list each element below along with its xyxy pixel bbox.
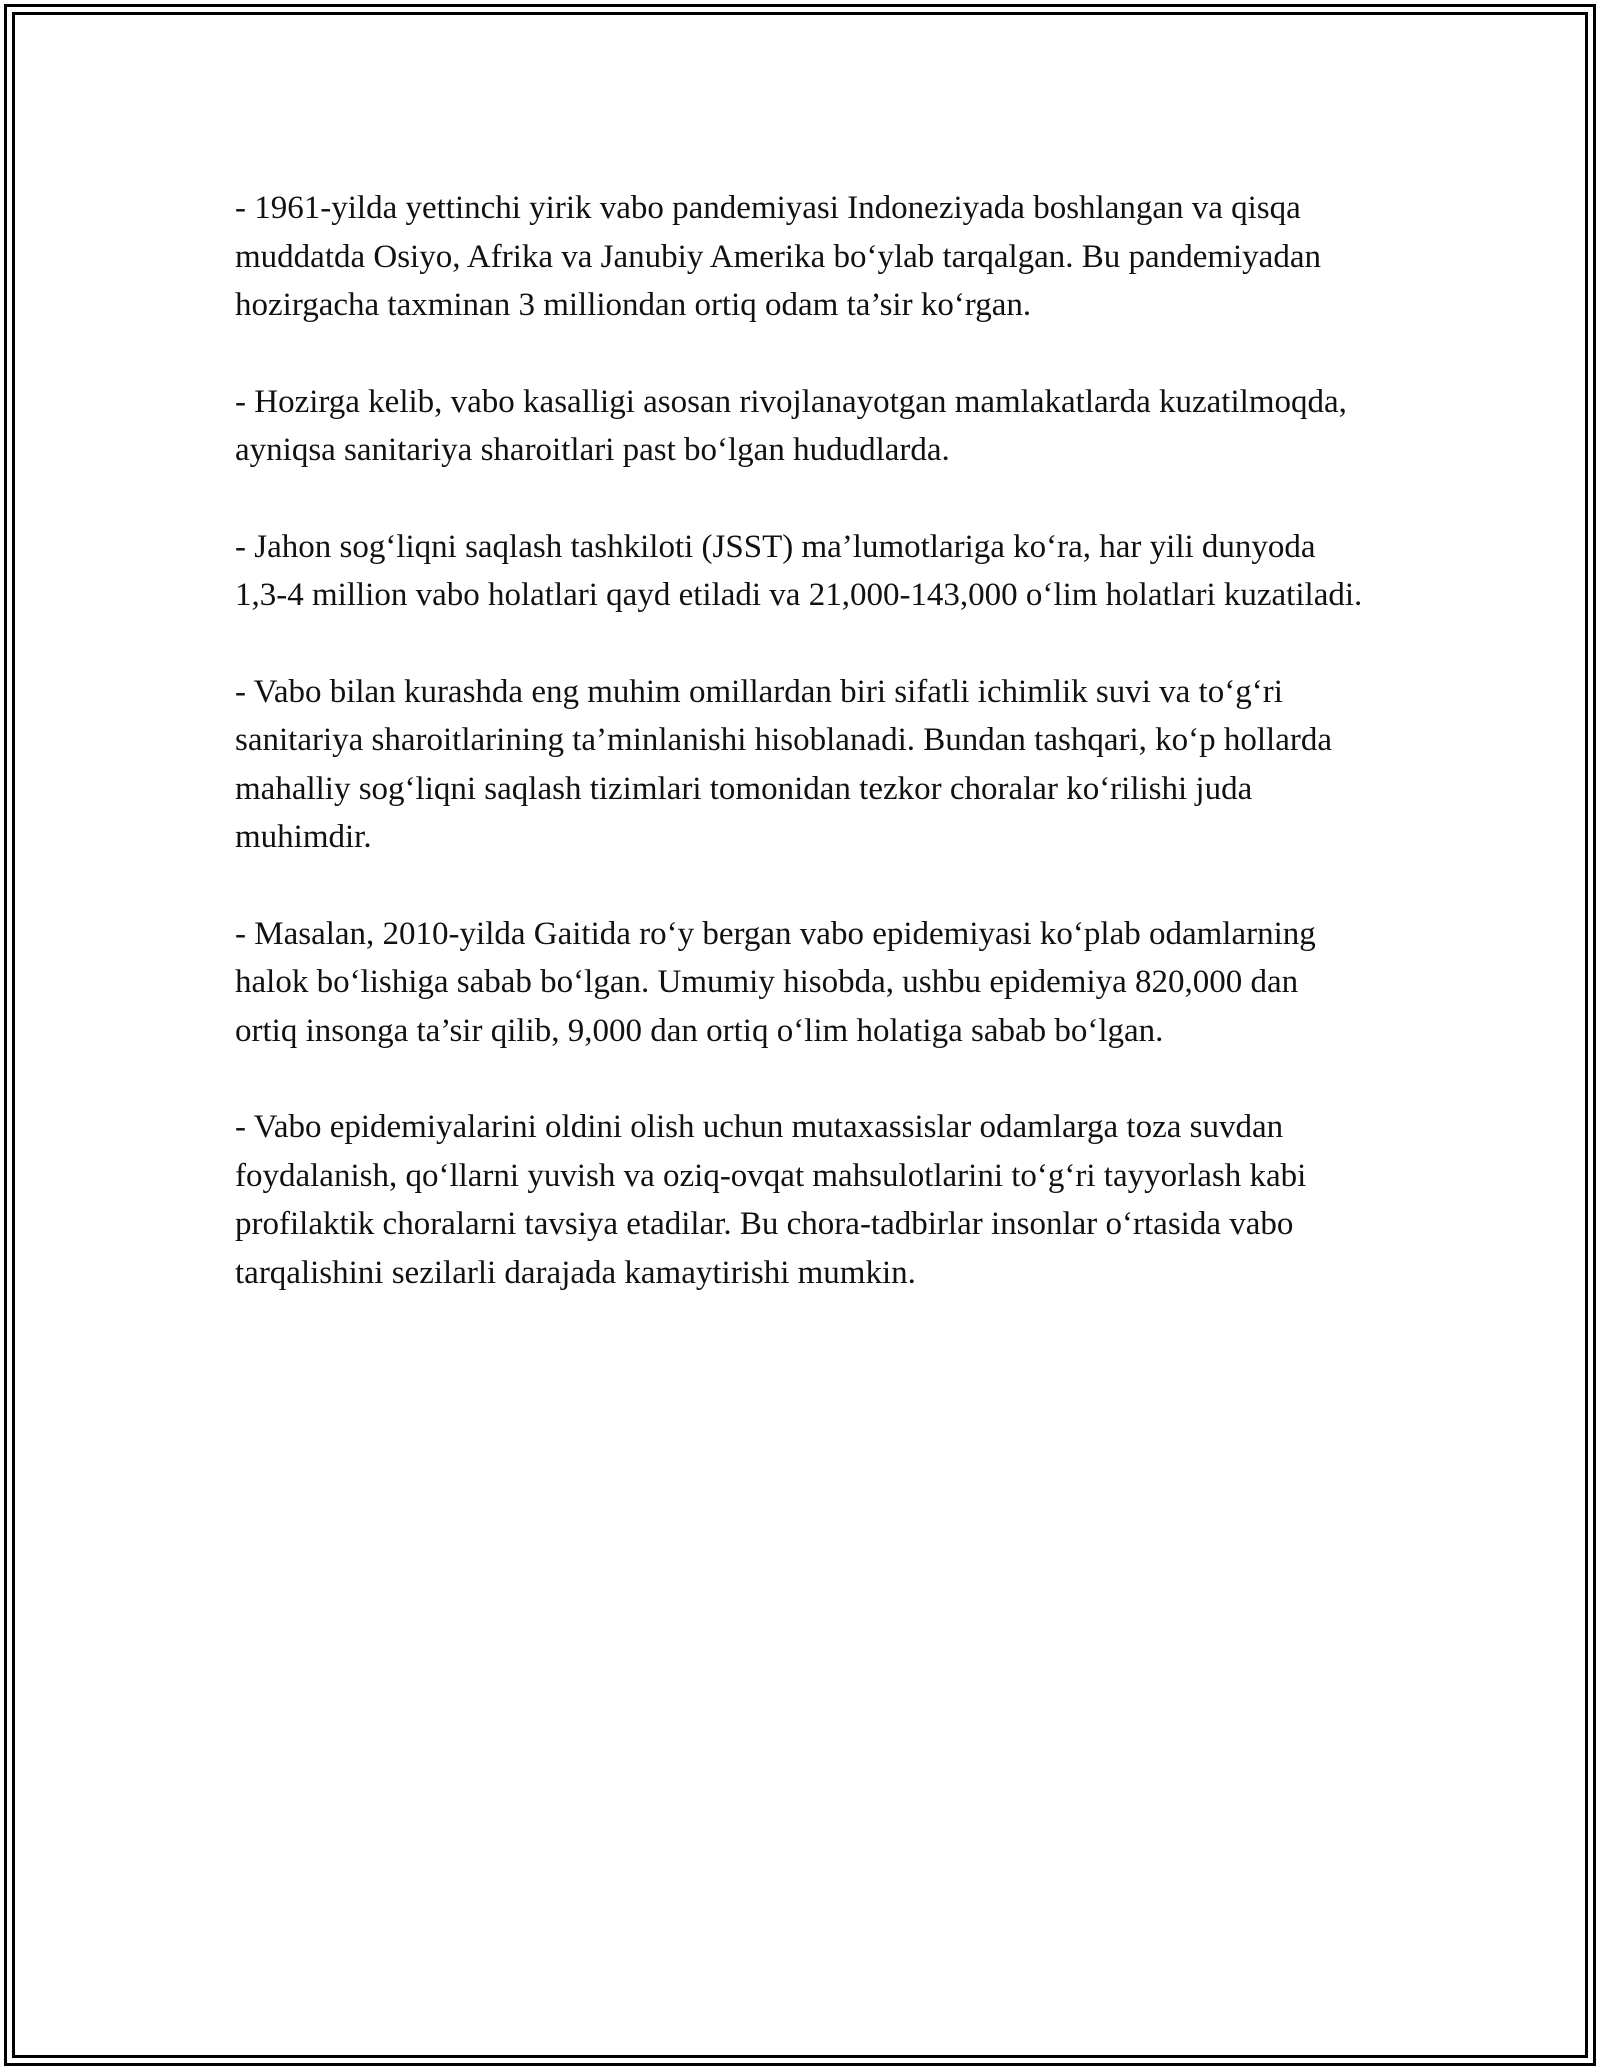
paragraph-1: - 1961-yilda yettinchi yirik vabo pandemiyasi Indoneziyada boshlangan va qisqa muddatda Osiyo, Afrika va Janubiy Amerika bo‘ylab tarqalgan. Bu pandemiyadan hozirgacha taxminan 3 milliondan ortiq odam ta’sir ko‘rgan.	[235, 190, 1321, 323]
paragraph-5: - Masalan, 2010-yilda Gaitida ro‘y bergan vabo epidemiyasi ko‘plab odamlarning halok bo‘lishiga sabab bo‘lgan. Umumiy hisobda, ushbu epidemiya 820,000 dan ortiq insonga ta’sir qilib, 9,000 dan ortiq o‘lim holatiga sabab bo‘lgan.	[235, 915, 1316, 1049]
paragraph-2: - Hozirga kelib, vabo kasalligi asosan rivojlanayotgan mamlakatlarda kuzatilmoqda, ayniqsa sanitariya sharoitlari past bo‘lgan hududlarda.	[235, 383, 1347, 468]
paragraph-3: - Jahon sog‘liqni saqlash tashkiloti (JSST) ma’lumotlariga ko‘ra, har yili dunyoda 1,3-4 million vabo holatlari qayd etiladi va 21,000-143,000 o‘lim holatlari kuzatiladi.	[235, 528, 1363, 613]
paragraph-6: - Vabo epidemiyalarini oldini olish uchun mutaxassislar odamlarga toza suvdan foydalanish, qo‘llarni yuvish va oziq-ovqat mahsulotlarini to‘g‘ri tayyorlash kabi profilaktik choralarni tavsiya etadilar. Bu chora-tadbirlar insonlar o‘rtasida vabo tarqalishini sezilarli darajada kamaytirishi mumkin.	[235, 1109, 1307, 1291]
paragraph-4: - Vabo bilan kurashda eng muhim omillardan biri sifatli ichimlik suvi va to‘g‘ri sanitariya sharoitlarining ta’minlanishi hisoblanadi. Bundan tashqari, ko‘p hollarda mahalliy sog‘liqni saqlash tizimlari tomonidan tezkor choralar ko‘rilishi juda muhimdir.	[235, 673, 1332, 855]
document-body	[235, 184, 1365, 1345]
